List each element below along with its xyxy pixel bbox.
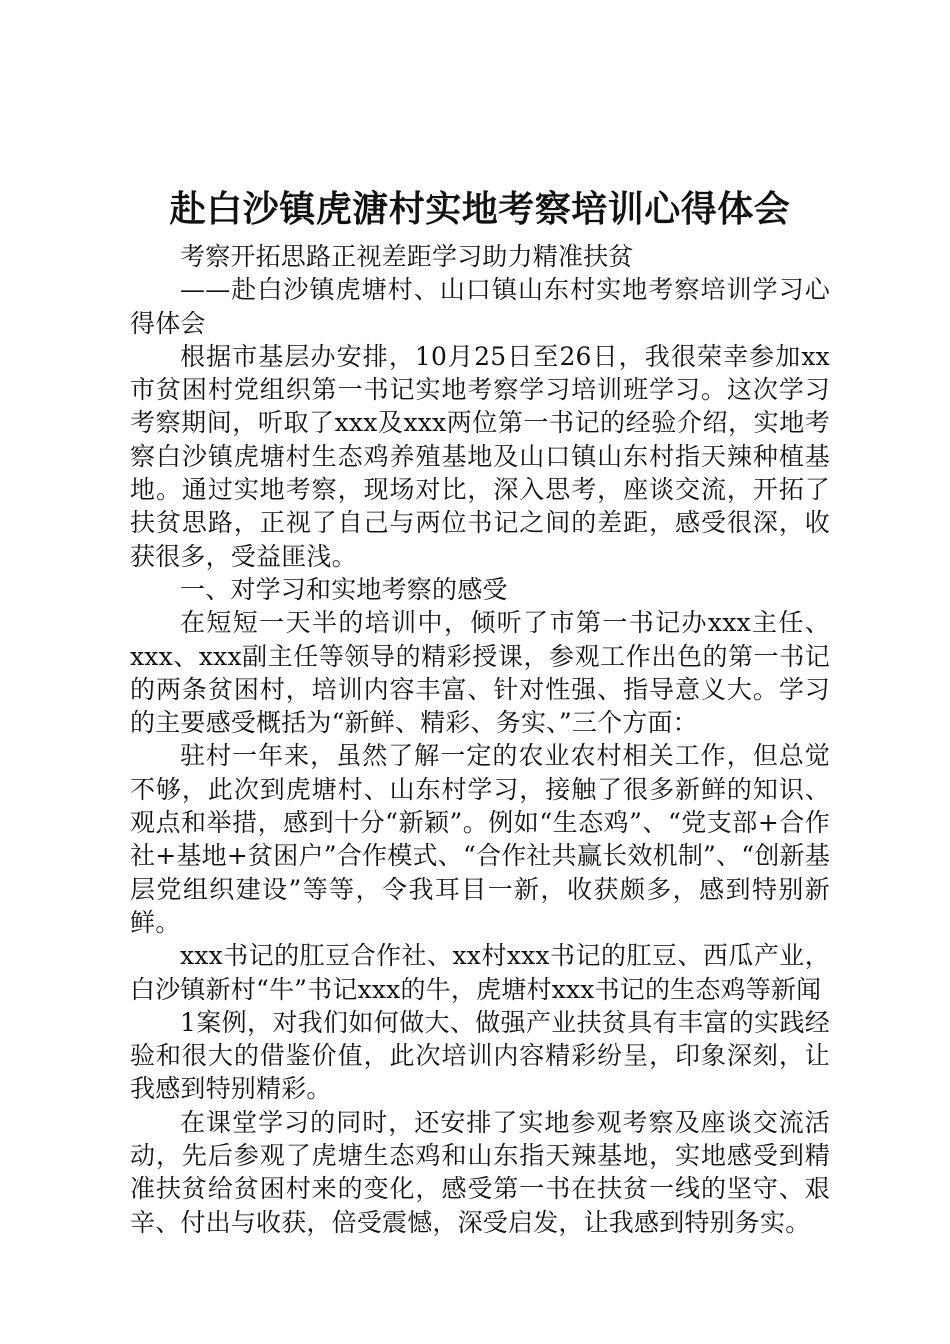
section-heading: 一、对学习和实地考察的感受 <box>180 574 508 604</box>
subtitle-line: 考察开拓思路正视差距学习助力精准扶贫 <box>180 242 634 271</box>
document-page <box>130 186 830 1239</box>
body-paragraph: 驻村一年来，虽然了解一定的农业农村相关工作，但总觉不够，此次到虎塘村、山东村学习，接触了很多新鲜的知识、观点和举措，感到十分“新颖”。例如“生态鸡”、“党支部+合作社+基地+贫困户”合作模式、“合作社共赢长效机制”、“创新基层党组织建设”等等，令我耳目一新，收获颇多，感到特别新鲜。 <box>130 741 830 937</box>
body-paragraph: 根据市基层办安排，10月25日至26日，我很荣幸参加xx市贫困村党组织第一书记实地考察学习培训班学习。这次学习考察期间，听取了xxx及xxx两位第一书记的经验介绍，实地考察白沙镇虎塘村生态鸡养殖基地及山口镇山东村指天辣种植基地。通过实地考察，现场对比，深入思考，座谈交流，开拓了扶贫思路，正视了自己与两位书记之间的差距，感受很深，收获很多，受益匪浅。 <box>130 341 830 571</box>
body-paragraph: 在课堂学习的同时，还安排了实地参观考察及座谈交流活动，先后参观了虎塘生态鸡和山东指天辣基地，实地感受到精准扶贫给贫困村来的变化，感受第一书在扶贫一线的坚守、艰辛、付出与收获，倍受震憾，深受启发，让我感到特别务实。 <box>130 1107 830 1237</box>
body-paragraph: xxx书记的肛豆合作社、xx村xxx书记的肛豆、西瓜产业，白沙镇新村“牛”书记xxx的牛，虎塘村xxx书记的生态鸡等新闻 <box>130 941 830 1004</box>
body-paragraph: 在短短一天半的培训中，倾听了市第一书记办xxx主任、xxx、xxx副主任等领导的精彩授课，参观工作出色的第一书记的两条贫困村，培训内容丰富、针对性强、指导意义大。学习的主要感受概括为“新鲜、精彩、务实、”三个方面： <box>130 608 830 738</box>
subtitle-detail: ——赴白沙镇虎塘村、山口镇山东村实地考察培训学习心得体会 <box>130 275 830 338</box>
document-title: 赴白沙镇虎溏村实地考察培训心得体会 <box>169 189 791 230</box>
body-paragraph: 1案例，对我们如何做大、做强产业扶贫具有丰富的实践经验和很大的借鉴价值，此次培训内容精彩纷呈，印象深刻，让我感到特别精彩。 <box>130 1007 830 1104</box>
